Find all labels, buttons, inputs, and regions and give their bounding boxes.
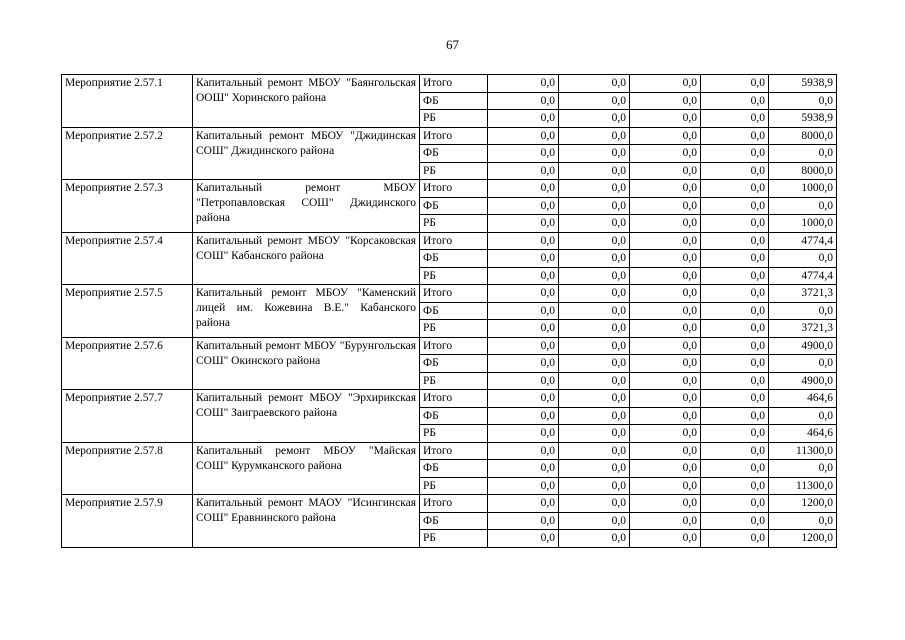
- measure-code: Мероприятие 2.57.2: [62, 127, 193, 180]
- amount-cell: 0,0: [488, 530, 559, 548]
- measure-description: Капитальный ремонт МАОУ "Исингинская СОШ" Еравнинского района: [193, 495, 420, 548]
- amount-cell: 0,0: [630, 460, 701, 478]
- amount-cell: 0,0: [559, 425, 630, 443]
- amount-cell: 8000,0: [769, 127, 837, 145]
- amount-cell: 4774,4: [769, 267, 837, 285]
- funding-source: ФБ: [420, 460, 488, 478]
- amount-cell: 0,0: [488, 302, 559, 320]
- amount-cell: 0,0: [488, 110, 559, 128]
- table-row: [62, 232, 837, 250]
- amount-cell: 464,6: [769, 425, 837, 443]
- table-row: [62, 180, 837, 198]
- funding-source: РБ: [420, 162, 488, 180]
- funding-source: Итого: [420, 180, 488, 198]
- amount-cell: 0,0: [701, 407, 769, 425]
- funding-source: ФБ: [420, 512, 488, 530]
- amount-cell: 0,0: [488, 407, 559, 425]
- amount-cell: 11300,0: [769, 477, 837, 495]
- amount-cell: 0,0: [701, 320, 769, 338]
- amount-cell: 0,0: [701, 512, 769, 530]
- amount-cell: 0,0: [701, 495, 769, 513]
- amount-cell: 0,0: [701, 477, 769, 495]
- amount-cell: 0,0: [559, 180, 630, 198]
- table-row: [62, 75, 837, 93]
- amount-cell: 0,0: [630, 302, 701, 320]
- measure-code: Мероприятие 2.57.4: [62, 232, 193, 285]
- amount-cell: 0,0: [559, 320, 630, 338]
- amount-cell: 0,0: [630, 127, 701, 145]
- funding-source: РБ: [420, 267, 488, 285]
- amount-cell: 0,0: [559, 232, 630, 250]
- amount-cell: 0,0: [630, 162, 701, 180]
- amount-cell: 0,0: [488, 442, 559, 460]
- amount-cell: 0,0: [488, 127, 559, 145]
- amount-cell: 0,0: [769, 407, 837, 425]
- table-row: [62, 495, 837, 513]
- amount-cell: 1200,0: [769, 495, 837, 513]
- funding-source: Итого: [420, 127, 488, 145]
- budget-table: [61, 74, 837, 548]
- amount-cell: 0,0: [488, 250, 559, 268]
- amount-cell: 1000,0: [769, 180, 837, 198]
- amount-cell: 0,0: [630, 180, 701, 198]
- amount-cell: 0,0: [769, 512, 837, 530]
- amount-cell: 0,0: [559, 110, 630, 128]
- funding-source: ФБ: [420, 302, 488, 320]
- amount-cell: 1200,0: [769, 530, 837, 548]
- funding-source: РБ: [420, 110, 488, 128]
- measure-code: Мероприятие 2.57.9: [62, 495, 193, 548]
- amount-cell: 4900,0: [769, 337, 837, 355]
- funding-source: Итого: [420, 285, 488, 303]
- amount-cell: 0,0: [701, 285, 769, 303]
- amount-cell: 0,0: [559, 477, 630, 495]
- amount-cell: 0,0: [488, 75, 559, 93]
- table-row: [62, 442, 837, 460]
- measure-description: Капитальный ремонт МБОУ "Джидинская СОШ" Джидинского района: [193, 127, 420, 180]
- amount-cell: 0,0: [488, 92, 559, 110]
- amount-cell: 0,0: [488, 512, 559, 530]
- table-row: [62, 127, 837, 145]
- amount-cell: 0,0: [559, 267, 630, 285]
- measure-description: Капитальный ремонт МБОУ "Каменский лицей им. Кожевина В.Е." Кабанского района: [193, 285, 420, 338]
- amount-cell: 0,0: [769, 92, 837, 110]
- funding-source: Итого: [420, 232, 488, 250]
- amount-cell: 0,0: [701, 92, 769, 110]
- amount-cell: 0,0: [559, 197, 630, 215]
- funding-source: ФБ: [420, 250, 488, 268]
- measure-description: Капитальный ремонт МБОУ "Петропавловская СОШ" Джидинского района: [193, 180, 420, 233]
- amount-cell: 0,0: [630, 250, 701, 268]
- amount-cell: 0,0: [488, 425, 559, 443]
- amount-cell: 0,0: [701, 162, 769, 180]
- amount-cell: 0,0: [488, 197, 559, 215]
- amount-cell: 0,0: [630, 477, 701, 495]
- amount-cell: 0,0: [559, 337, 630, 355]
- amount-cell: 0,0: [630, 372, 701, 390]
- measure-description: Капитальный ремонт МБОУ "Эрхирикская СОШ" Заиграевского района: [193, 390, 420, 443]
- amount-cell: 0,0: [559, 127, 630, 145]
- amount-cell: 0,0: [630, 232, 701, 250]
- amount-cell: 3721,3: [769, 320, 837, 338]
- amount-cell: 0,0: [701, 110, 769, 128]
- amount-cell: 0,0: [701, 127, 769, 145]
- amount-cell: 0,0: [701, 180, 769, 198]
- amount-cell: 0,0: [488, 162, 559, 180]
- amount-cell: 0,0: [701, 250, 769, 268]
- measure-code: Мероприятие 2.57.7: [62, 390, 193, 443]
- amount-cell: 4774,4: [769, 232, 837, 250]
- amount-cell: 0,0: [630, 442, 701, 460]
- funding-source: ФБ: [420, 407, 488, 425]
- amount-cell: 0,0: [559, 302, 630, 320]
- amount-cell: 0,0: [701, 302, 769, 320]
- funding-source: РБ: [420, 215, 488, 233]
- amount-cell: 0,0: [488, 372, 559, 390]
- amount-cell: 0,0: [559, 92, 630, 110]
- amount-cell: 0,0: [488, 285, 559, 303]
- amount-cell: 0,0: [630, 425, 701, 443]
- amount-cell: 0,0: [488, 477, 559, 495]
- funding-source: ФБ: [420, 355, 488, 373]
- amount-cell: 0,0: [769, 460, 837, 478]
- amount-cell: 0,0: [769, 145, 837, 163]
- amount-cell: 0,0: [630, 197, 701, 215]
- measure-code: Мероприятие 2.57.5: [62, 285, 193, 338]
- funding-source: РБ: [420, 320, 488, 338]
- amount-cell: 0,0: [559, 530, 630, 548]
- funding-source: РБ: [420, 372, 488, 390]
- amount-cell: 0,0: [769, 197, 837, 215]
- amount-cell: 0,0: [630, 267, 701, 285]
- amount-cell: 0,0: [630, 320, 701, 338]
- amount-cell: 0,0: [559, 442, 630, 460]
- page-number: 67: [446, 37, 459, 52]
- amount-cell: 0,0: [630, 512, 701, 530]
- amount-cell: 0,0: [630, 407, 701, 425]
- amount-cell: 0,0: [630, 355, 701, 373]
- amount-cell: 0,0: [701, 372, 769, 390]
- amount-cell: 0,0: [701, 215, 769, 233]
- amount-cell: 0,0: [488, 390, 559, 408]
- table-row: [62, 390, 837, 408]
- amount-cell: 0,0: [769, 250, 837, 268]
- amount-cell: 0,0: [488, 145, 559, 163]
- amount-cell: 0,0: [488, 337, 559, 355]
- amount-cell: 5938,9: [769, 75, 837, 93]
- amount-cell: 0,0: [559, 250, 630, 268]
- funding-source: РБ: [420, 530, 488, 548]
- amount-cell: 0,0: [559, 355, 630, 373]
- amount-cell: 0,0: [559, 145, 630, 163]
- amount-cell: 0,0: [559, 75, 630, 93]
- funding-source: РБ: [420, 425, 488, 443]
- amount-cell: 0,0: [701, 75, 769, 93]
- amount-cell: 11300,0: [769, 442, 837, 460]
- amount-cell: 0,0: [630, 285, 701, 303]
- amount-cell: 0,0: [701, 232, 769, 250]
- amount-cell: 0,0: [630, 75, 701, 93]
- amount-cell: 0,0: [488, 495, 559, 513]
- funding-source: Итого: [420, 75, 488, 93]
- budget-table-body: [62, 75, 837, 548]
- amount-cell: 0,0: [559, 512, 630, 530]
- amount-cell: 5938,9: [769, 110, 837, 128]
- amount-cell: 0,0: [630, 215, 701, 233]
- amount-cell: 0,0: [630, 92, 701, 110]
- amount-cell: 0,0: [701, 337, 769, 355]
- amount-cell: 0,0: [488, 355, 559, 373]
- amount-cell: 0,0: [701, 197, 769, 215]
- amount-cell: 0,0: [630, 530, 701, 548]
- amount-cell: 8000,0: [769, 162, 837, 180]
- amount-cell: 0,0: [630, 390, 701, 408]
- amount-cell: 0,0: [769, 355, 837, 373]
- amount-cell: 0,0: [559, 460, 630, 478]
- amount-cell: 0,0: [488, 180, 559, 198]
- amount-cell: 0,0: [488, 267, 559, 285]
- measure-code: Мероприятие 2.57.8: [62, 442, 193, 495]
- measure-description: Капитальный ремонт МБОУ "Корсаковская СОШ" Кабанского района: [193, 232, 420, 285]
- amount-cell: 0,0: [630, 495, 701, 513]
- amount-cell: 0,0: [701, 390, 769, 408]
- amount-cell: 0,0: [559, 390, 630, 408]
- amount-cell: 464,6: [769, 390, 837, 408]
- amount-cell: 4900,0: [769, 372, 837, 390]
- funding-source: ФБ: [420, 145, 488, 163]
- amount-cell: 0,0: [630, 145, 701, 163]
- amount-cell: 0,0: [701, 460, 769, 478]
- amount-cell: 0,0: [559, 495, 630, 513]
- amount-cell: 0,0: [559, 372, 630, 390]
- funding-source: Итого: [420, 495, 488, 513]
- measure-code: Мероприятие 2.57.6: [62, 337, 193, 390]
- measure-description: Капитальный ремонт МБОУ "Бурунгольская СОШ" Окинского района: [193, 337, 420, 390]
- amount-cell: 0,0: [488, 320, 559, 338]
- funding-source: Итого: [420, 390, 488, 408]
- amount-cell: 0,0: [630, 110, 701, 128]
- table-row: [62, 285, 837, 303]
- amount-cell: 0,0: [701, 267, 769, 285]
- table-row: [62, 337, 837, 355]
- amount-cell: 0,0: [488, 460, 559, 478]
- funding-source: РБ: [420, 477, 488, 495]
- amount-cell: 0,0: [559, 215, 630, 233]
- amount-cell: 0,0: [701, 425, 769, 443]
- amount-cell: 0,0: [701, 145, 769, 163]
- amount-cell: 0,0: [769, 302, 837, 320]
- funding-source: ФБ: [420, 197, 488, 215]
- amount-cell: 0,0: [701, 442, 769, 460]
- funding-source: Итого: [420, 337, 488, 355]
- measure-description: Капитальный ремонт МБОУ "Майская СОШ" Курумканского района: [193, 442, 420, 495]
- funding-source: Итого: [420, 442, 488, 460]
- amount-cell: 0,0: [559, 285, 630, 303]
- amount-cell: 1000,0: [769, 215, 837, 233]
- amount-cell: 0,0: [559, 162, 630, 180]
- amount-cell: 0,0: [630, 337, 701, 355]
- amount-cell: 0,0: [701, 530, 769, 548]
- amount-cell: 0,0: [488, 232, 559, 250]
- funding-source: ФБ: [420, 92, 488, 110]
- amount-cell: 0,0: [488, 215, 559, 233]
- amount-cell: 0,0: [701, 355, 769, 373]
- measure-description: Капитальный ремонт МБОУ "Баянгольская ООШ" Хоринского района: [193, 75, 420, 128]
- measure-code: Мероприятие 2.57.1: [62, 75, 193, 128]
- amount-cell: 0,0: [559, 407, 630, 425]
- measure-code: Мероприятие 2.57.3: [62, 180, 193, 233]
- amount-cell: 3721,3: [769, 285, 837, 303]
